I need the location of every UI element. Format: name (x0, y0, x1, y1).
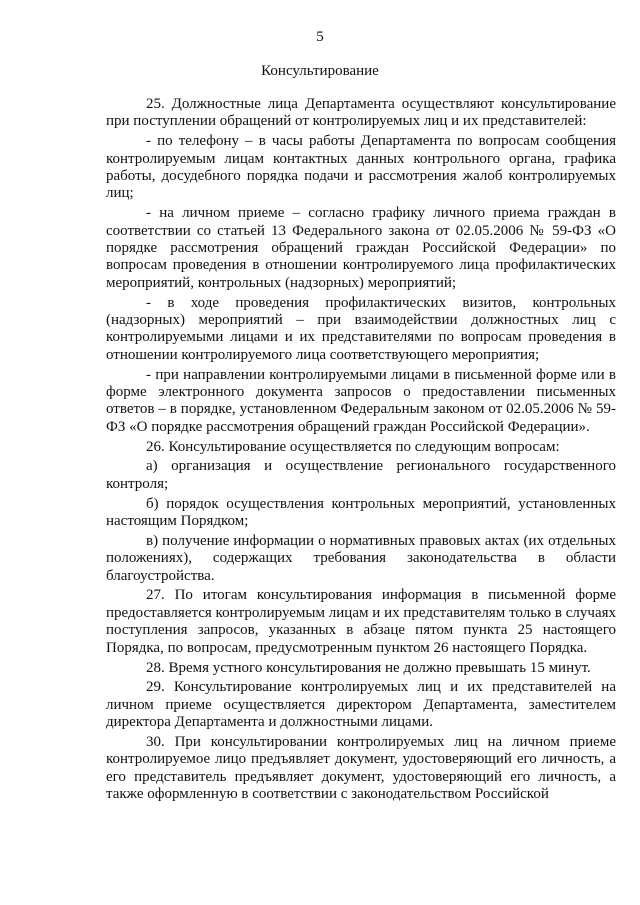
page-number: 5 (316, 29, 324, 45)
paragraph-29: 29. Консультирование контролируемых лиц и их представителей на личном приеме осуществляется директором Департамента, заместителем директора Департамента и должностными лицами. (106, 679, 616, 731)
paragraph-28: 28. Время устного консультирования не должно превышать 15 минут. (146, 659, 591, 676)
paragraph-25: 25. Должностные лица Департамента осуществляют консультирование при поступлении обращений от контролируемых лиц и их представителей: (106, 96, 616, 130)
paragraph-25-phone: - по телефону – в часы работы Департамента по вопросам сообщения контролируемым лицам контактных данных контрольного органа, графика работы, досудебного порядка подачи и рассмотрения жалоб контролируемых лиц; (106, 133, 616, 202)
paragraph-26: 26. Консультирование осуществляется по следующим вопросам: (146, 438, 560, 455)
paragraph-26-v: в) получение информации о нормативных правовых актах (их отдельных положениях), содержащих требования законодательства в области благоустройства. (106, 532, 616, 584)
section-title: Консультирование (261, 63, 379, 79)
paragraph-25-personal: - на личном приеме – согласно графику личного приема граждан в соответствии со статьей 13 Федерального закона от 02.05.2006 № 59-ФЗ «О порядке рассмотрения обращений граждан Российской Федерации» по вопросам проведения в отношении контролируемого лица профилактических мероприятий, контрольных (надзорных) мероприятий; (106, 205, 616, 291)
paragraph-25-visits: - в ходе проведения профилактических визитов, контрольных (надзорных) мероприятий – при взаимодействии должностных лиц с контролируемыми лицами и их представителями по вопросам проведения в отношении контролируемого лица соответствующего мероприятия; (106, 294, 616, 363)
paragraph-26-a: а) организация и осуществление регионального государственного контроля; (106, 458, 616, 492)
paragraph-30: 30. При консультировании контролируемых лиц на личном приеме контролируемое лицо предъявляет документ, удостоверяющий его личность, а его представитель предъявляет документ, удостоверяющий его личность, а также оформленную в соответствии с законодательством Российской (106, 733, 616, 803)
document-body (106, 96, 616, 806)
paragraph-27: 27. По итогам консультирования информация в письменной форме предоставляется контролируемым лицам и их представителям только в случаях поступления запросов, указанных в абзаце пятом пункта 25 настоящего Порядка, по вопросам, предусмотренным пунктом 26 настоящего Порядка. (106, 587, 616, 656)
paragraph-25-written: - при направлении контролируемыми лицами в письменной форме или в форме электронного документа запросов о предоставлении письменных ответов – в порядке, установленном Федеральным законом от 02.05.2006 № 59-ФЗ «О порядке рассмотрения обращений граждан Российской Федерации». (106, 366, 616, 435)
paragraph-26-b: б) порядок осуществления контрольных мероприятий, установленных настоящим Порядком; (106, 495, 616, 530)
